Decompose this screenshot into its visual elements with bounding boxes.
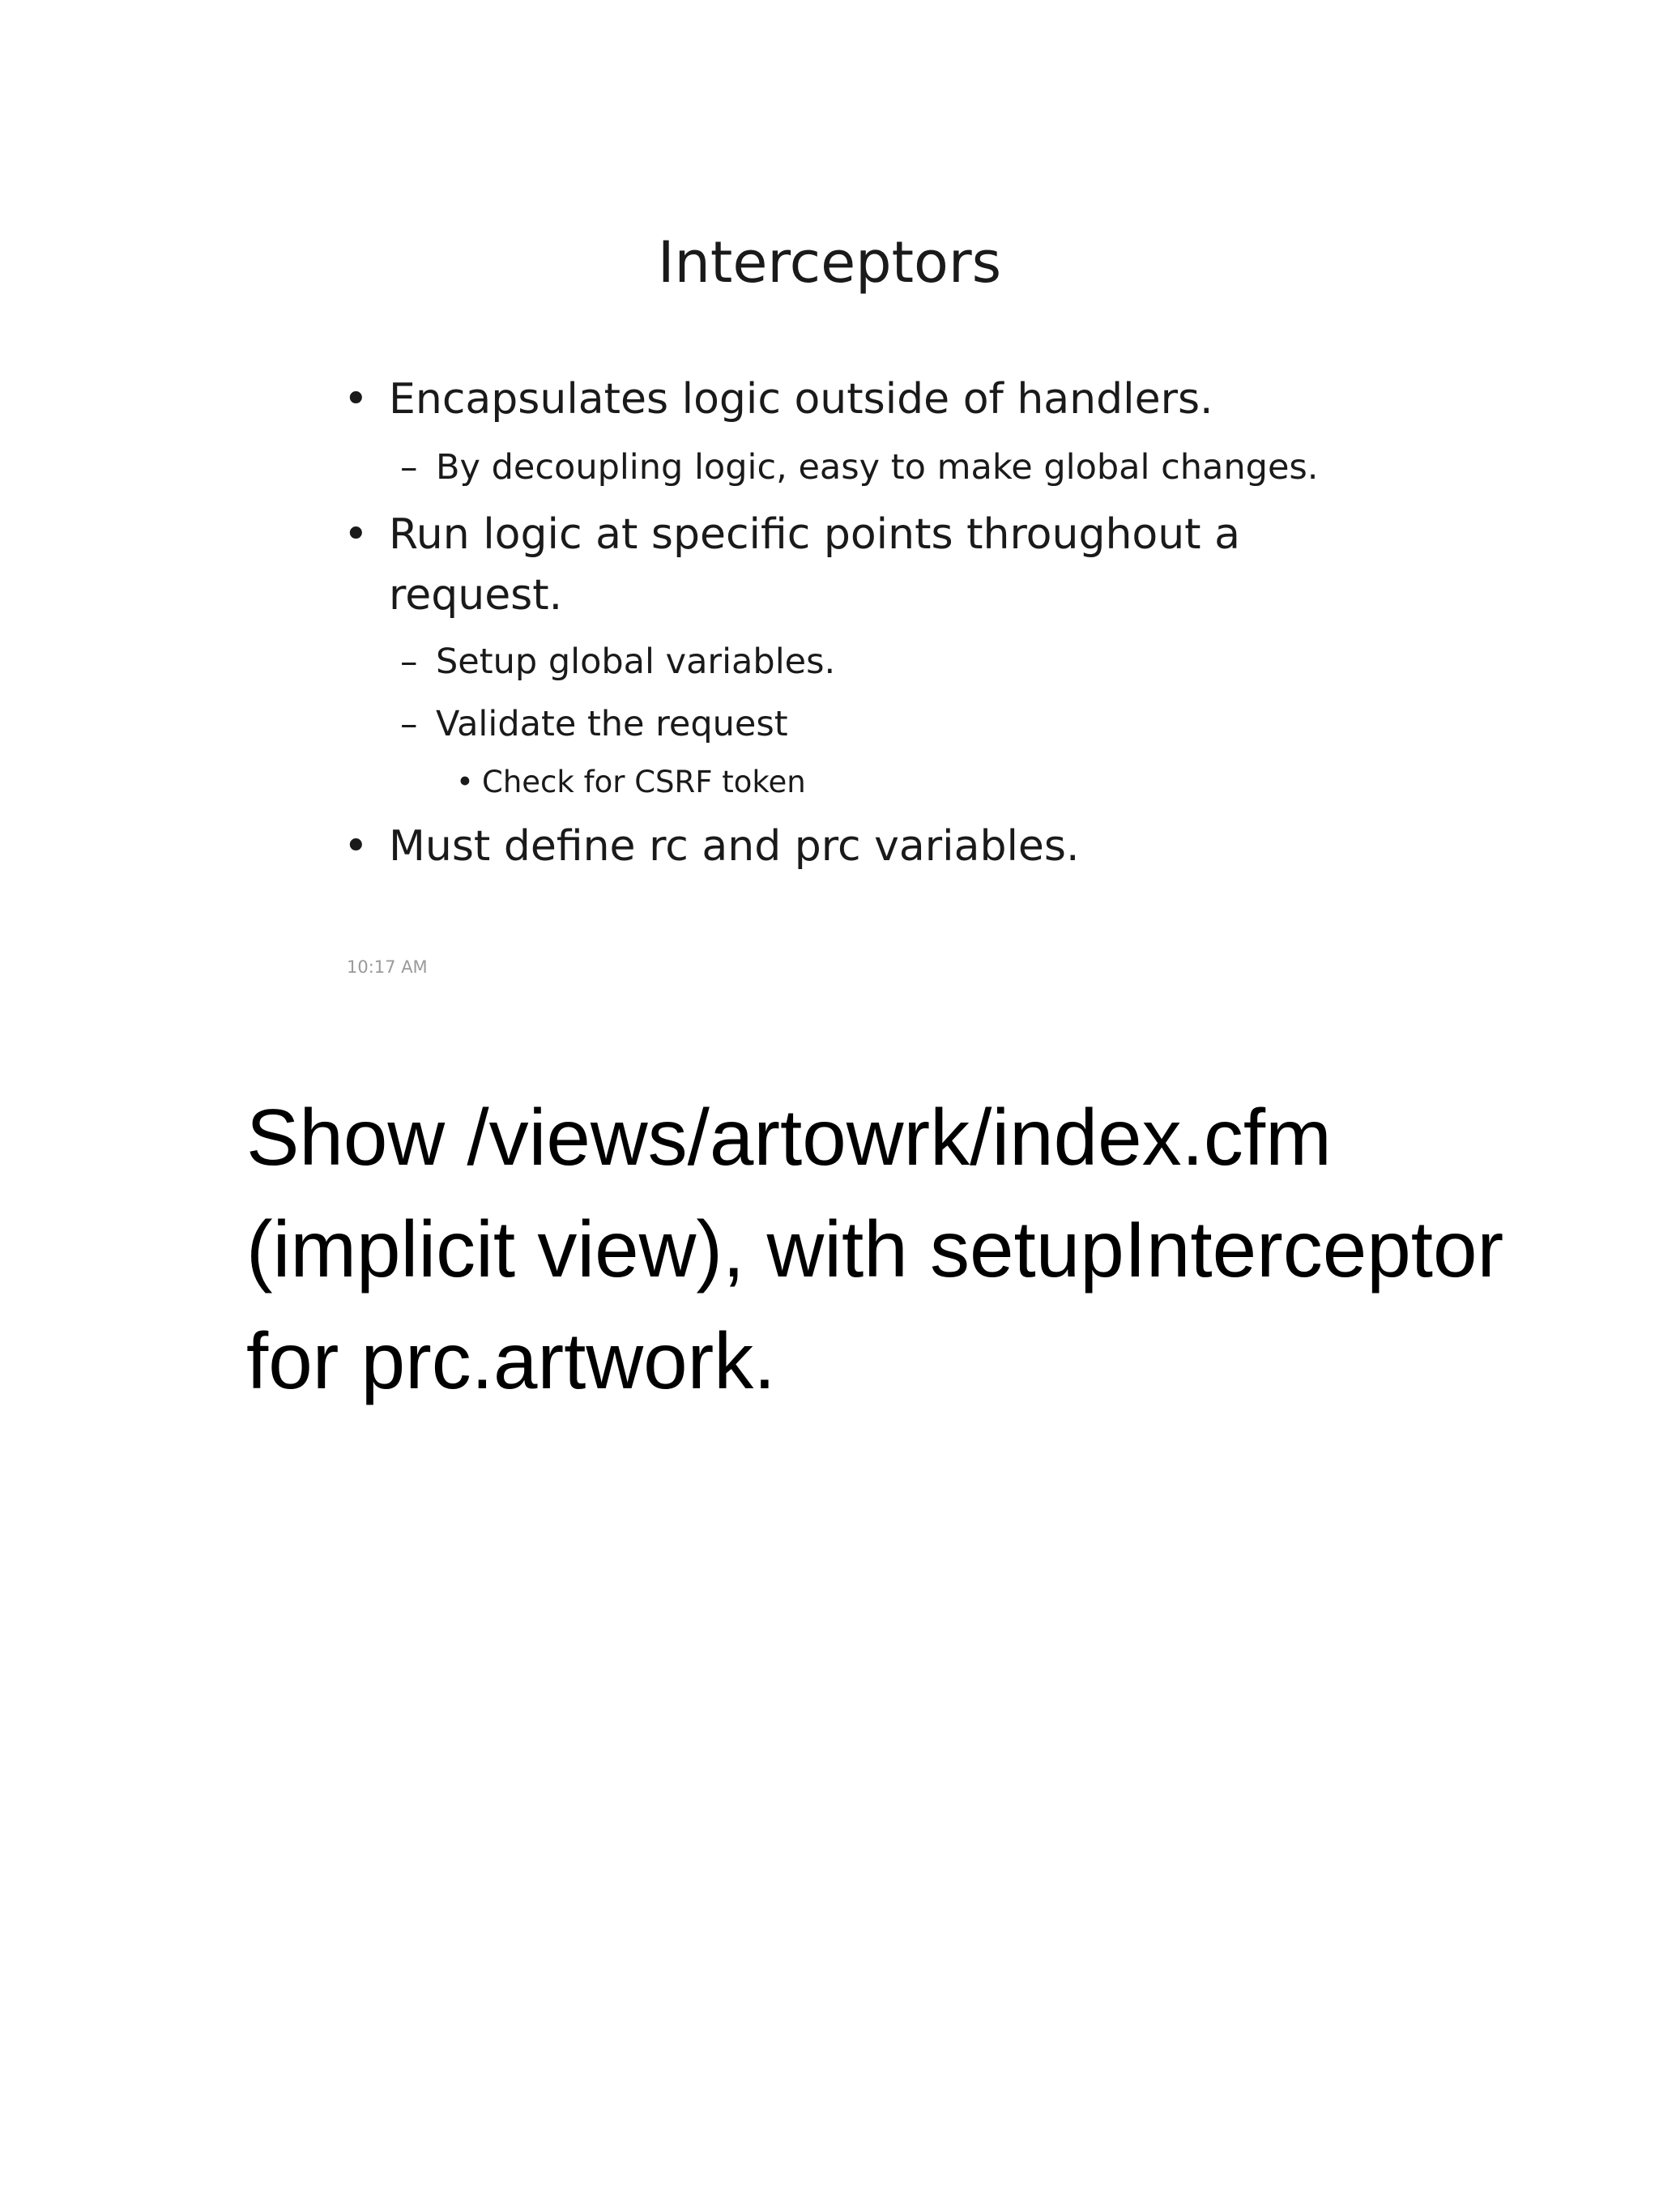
dash-marker: – bbox=[400, 447, 418, 488]
bullet-text: Must define rc and prc variables. bbox=[389, 822, 1080, 871]
sub-sub-bullet-text: Check for CSRF token bbox=[482, 765, 806, 799]
bullet-text: Encapsulates logic outside of handlers. bbox=[389, 375, 1213, 424]
sub-bullet-text: By decoupling logic, easy to make global changes. bbox=[436, 447, 1319, 488]
bullet-text: Run logic at specific points throughout a bbox=[389, 510, 1240, 559]
bullet-text: request. bbox=[389, 571, 563, 620]
note-line: Show /views/artowrk/index.cfm bbox=[246, 1093, 1332, 1182]
bullet-marker: • bbox=[343, 822, 369, 871]
sub-bullet-text: Validate the request bbox=[436, 704, 788, 744]
slide-timestamp: 10:17 AM bbox=[347, 957, 428, 977]
dash-marker: – bbox=[400, 641, 418, 682]
bullet-marker: • bbox=[343, 375, 369, 424]
bullet-marker: • bbox=[456, 765, 474, 799]
note-line: (implicit view), with setupInterceptor bbox=[246, 1204, 1504, 1294]
dash-marker: – bbox=[400, 704, 418, 744]
slide-image bbox=[0, 0, 1659, 1012]
speaker-note bbox=[246, 1081, 1640, 1417]
bullet-marker: • bbox=[343, 510, 369, 559]
note-line: for prc.artwork. bbox=[246, 1316, 776, 1405]
sub-bullet-text: Setup global variables. bbox=[436, 641, 836, 682]
slide-title: Interceptors bbox=[657, 229, 1002, 296]
